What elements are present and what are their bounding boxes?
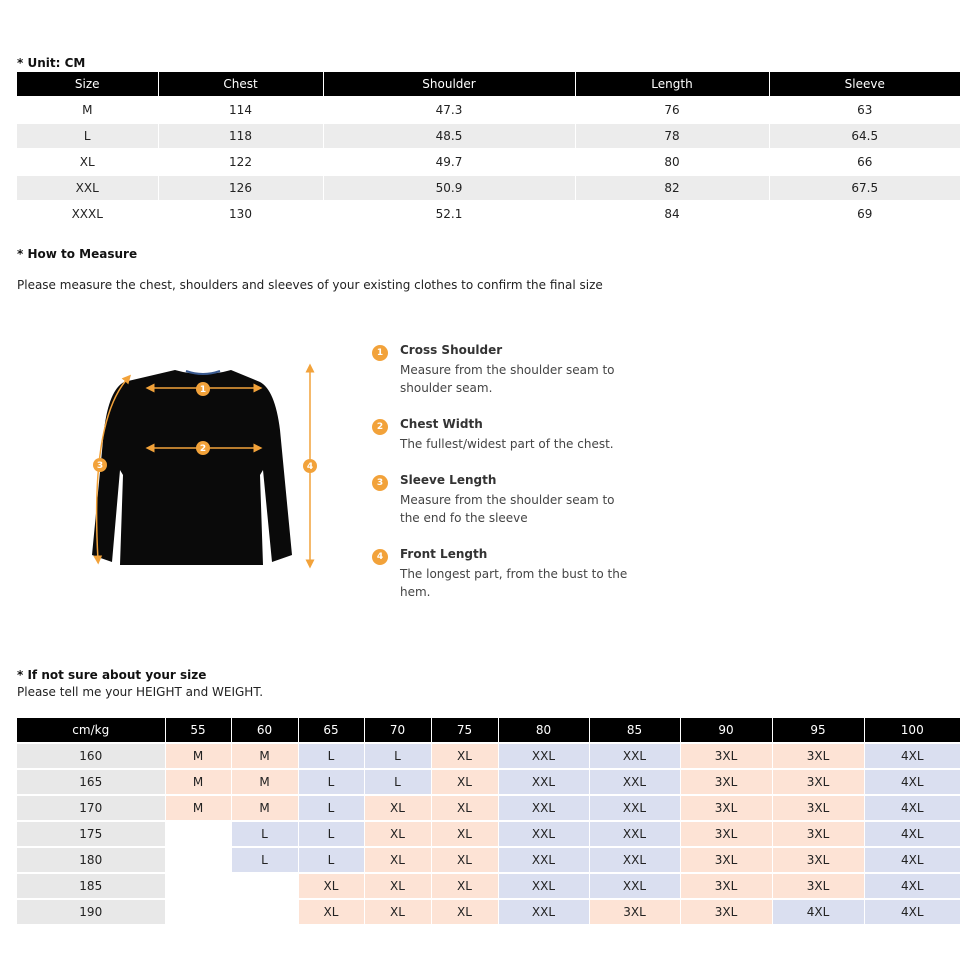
size-recommendation-cell: 3XL — [680, 743, 772, 769]
size-row — [17, 175, 960, 201]
size-recommendation-cell: L — [298, 795, 364, 821]
measure-description: The longest part, from the bust to the hem. — [400, 567, 628, 599]
size-cell: 82 — [575, 175, 769, 201]
size-cell: XXXL — [17, 201, 158, 226]
size-cell: XL — [17, 149, 158, 175]
size-cell: 48.5 — [323, 123, 575, 149]
number-badge-icon: 2 — [372, 419, 388, 435]
size-recommendation-cell: XL — [431, 847, 498, 873]
size-recommendation-cell: XXL — [589, 821, 680, 847]
sweater-icon — [92, 370, 292, 565]
size-recommendation-cell: L — [364, 769, 431, 795]
height-label: 190 — [17, 899, 165, 924]
size-cell: 84 — [575, 201, 769, 226]
svg-text:1: 1 — [199, 385, 207, 395]
size-cell: 66 — [769, 149, 960, 175]
size-recommendation-cell: 4XL — [864, 847, 960, 873]
size-recommendation-cell: L — [298, 847, 364, 873]
size-recommendation-cell: XL — [364, 873, 431, 899]
svg-text:2: 2 — [199, 444, 207, 454]
size-recommendation-cell: XL — [431, 899, 498, 924]
size-recommendation-cell: XXL — [589, 847, 680, 873]
size-recommendation-cell: M — [231, 795, 298, 821]
measure-instruction: Please measure the chest, shoulders and sleeves of your existing clothes to confirm the final size — [17, 278, 603, 292]
size-chart-header-row — [17, 72, 960, 97]
size-recommendation-cell: 3XL — [772, 873, 864, 899]
header-weight: 80 — [498, 718, 589, 743]
size-recommendation-cell: L — [298, 743, 364, 769]
measure-title: Chest Width — [400, 417, 483, 431]
size-recommendation-cell: 3XL — [772, 769, 864, 795]
sweater-diagram — [80, 360, 340, 575]
marker-1 — [196, 382, 210, 396]
size-recommendation-cell: XL — [364, 899, 431, 924]
size-recommendation-cell: 4XL — [864, 873, 960, 899]
size-recommendation-cell: XXL — [498, 795, 589, 821]
size-recommendation-cell — [165, 847, 231, 873]
size-cell: 47.3 — [323, 97, 575, 123]
header-cm-kg: cm/kg — [17, 718, 165, 743]
size-row — [17, 201, 960, 226]
size-cell: 114 — [158, 97, 323, 123]
marker-2 — [196, 441, 210, 455]
unit-label: * Unit: CM — [17, 56, 86, 70]
size-cell: 78 — [575, 123, 769, 149]
size-recommendation-cell — [165, 899, 231, 924]
size-cell: 64.5 — [769, 123, 960, 149]
header-length: Length — [575, 72, 769, 97]
svg-text:3: 3 — [96, 461, 104, 471]
size-cell: 67.5 — [769, 175, 960, 201]
height-row — [17, 743, 960, 769]
header-weight: 100 — [864, 718, 960, 743]
size-recommendation-cell: L — [231, 847, 298, 873]
size-recommendation-cell: 4XL — [864, 899, 960, 924]
size-recommendation-cell — [231, 899, 298, 924]
size-recommendation-cell: 3XL — [680, 821, 772, 847]
size-cell: 50.9 — [323, 175, 575, 201]
size-recommendation-cell: L — [364, 743, 431, 769]
header-shoulder: Shoulder — [323, 72, 575, 97]
size-recommendation-cell — [231, 873, 298, 899]
measure-title: Sleeve Length — [400, 473, 497, 487]
size-cell: 49.7 — [323, 149, 575, 175]
size-cell: 130 — [158, 201, 323, 226]
size-recommendation-cell: 4XL — [864, 769, 960, 795]
size-recommendation-cell: XXL — [498, 899, 589, 924]
size-recommendation-cell: L — [298, 769, 364, 795]
size-recommendation-cell: 3XL — [680, 899, 772, 924]
size-recommendation-cell: L — [231, 821, 298, 847]
height-weight-header-row — [17, 718, 960, 743]
svg-text:4: 4 — [306, 462, 314, 472]
size-chart-table — [17, 72, 960, 226]
size-recommendation-cell: 3XL — [772, 795, 864, 821]
marker-3 — [93, 458, 107, 472]
size-recommendation-cell: M — [231, 743, 298, 769]
header-weight: 65 — [298, 718, 364, 743]
size-recommendation-cell: 3XL — [772, 821, 864, 847]
height-label: 170 — [17, 795, 165, 821]
size-recommendation-cell: M — [165, 795, 231, 821]
size-cell: L — [17, 123, 158, 149]
size-recommendation-cell: XXL — [498, 821, 589, 847]
size-help-title: * If not sure about your size — [17, 668, 207, 682]
measure-title: Front Length — [400, 547, 488, 561]
size-recommendation-cell: XXL — [589, 873, 680, 899]
height-row — [17, 899, 960, 924]
number-badge-icon: 3 — [372, 475, 388, 491]
header-weight: 95 — [772, 718, 864, 743]
size-help-subtitle: Please tell me your HEIGHT and WEIGHT. — [17, 685, 264, 699]
size-recommendation-cell: L — [298, 821, 364, 847]
size-recommendation-cell: XL — [431, 769, 498, 795]
size-cell: 118 — [158, 123, 323, 149]
height-row — [17, 769, 960, 795]
size-recommendation-cell: 3XL — [680, 847, 772, 873]
size-cell: 80 — [575, 149, 769, 175]
height-label: 175 — [17, 821, 165, 847]
size-cell: 126 — [158, 175, 323, 201]
size-recommendation-cell: XL — [431, 795, 498, 821]
height-row — [17, 847, 960, 873]
height-label: 160 — [17, 743, 165, 769]
size-row — [17, 97, 960, 123]
size-recommendation-cell: XL — [364, 821, 431, 847]
size-recommendation-cell: XL — [298, 899, 364, 924]
size-cell: XXL — [17, 175, 158, 201]
size-recommendation-cell: XXL — [498, 873, 589, 899]
size-recommendation-cell: XXL — [589, 769, 680, 795]
size-recommendation-cell: XL — [364, 795, 431, 821]
size-recommendation-cell: 3XL — [680, 795, 772, 821]
header-weight: 90 — [680, 718, 772, 743]
size-cell: 52.1 — [323, 201, 575, 226]
header-weight: 70 — [364, 718, 431, 743]
marker-4 — [303, 459, 317, 473]
height-row — [17, 795, 960, 821]
size-recommendation-cell: 3XL — [589, 899, 680, 924]
size-cell: 63 — [769, 97, 960, 123]
size-recommendation-cell: XXL — [498, 743, 589, 769]
header-size: Size — [17, 72, 158, 97]
size-recommendation-cell: XL — [431, 873, 498, 899]
size-recommendation-cell: M — [165, 769, 231, 795]
measure-description: Measure from the shoulder seam to shoulder seam. — [400, 363, 615, 395]
height-label: 185 — [17, 873, 165, 899]
size-cell: 122 — [158, 149, 323, 175]
size-recommendation-cell — [165, 821, 231, 847]
height-row — [17, 821, 960, 847]
size-recommendation-cell: XXL — [589, 743, 680, 769]
header-weight: 75 — [431, 718, 498, 743]
header-weight: 85 — [589, 718, 680, 743]
measure-description: Measure from the shoulder seam to the end fo the sleeve — [400, 493, 615, 525]
size-cell: 69 — [769, 201, 960, 226]
size-recommendation-cell: 4XL — [864, 821, 960, 847]
size-recommendation-cell: 4XL — [772, 899, 864, 924]
header-weight: 60 — [231, 718, 298, 743]
size-recommendation-cell: XL — [298, 873, 364, 899]
height-weight-table — [17, 718, 960, 924]
size-recommendation-cell: 3XL — [772, 847, 864, 873]
header-weight: 55 — [165, 718, 231, 743]
size-recommendation-cell: M — [165, 743, 231, 769]
size-cell: M — [17, 97, 158, 123]
size-row — [17, 149, 960, 175]
size-cell: 76 — [575, 97, 769, 123]
header-chest: Chest — [158, 72, 323, 97]
size-recommendation-cell: XXL — [498, 769, 589, 795]
size-recommendation-cell: 3XL — [680, 873, 772, 899]
size-row — [17, 123, 960, 149]
size-recommendation-cell: M — [231, 769, 298, 795]
size-recommendation-cell: 3XL — [680, 769, 772, 795]
size-recommendation-cell: XL — [364, 847, 431, 873]
size-recommendation-cell: XXL — [589, 795, 680, 821]
header-sleeve: Sleeve — [769, 72, 960, 97]
size-recommendation-cell: XL — [431, 821, 498, 847]
height-label: 180 — [17, 847, 165, 873]
measure-title: Cross Shoulder — [400, 343, 503, 357]
size-recommendation-cell: 4XL — [864, 795, 960, 821]
height-row — [17, 873, 960, 899]
size-recommendation-cell: 3XL — [772, 743, 864, 769]
size-recommendation-cell: 4XL — [864, 743, 960, 769]
height-label: 165 — [17, 769, 165, 795]
number-badge-icon: 1 — [372, 345, 388, 361]
size-recommendation-cell: XXL — [498, 847, 589, 873]
size-recommendation-cell: XL — [431, 743, 498, 769]
how-to-measure-title: * How to Measure — [17, 247, 138, 261]
measure-description: The fullest/widest part of the chest. — [400, 437, 614, 451]
number-badge-icon: 4 — [372, 549, 388, 565]
size-recommendation-cell — [165, 873, 231, 899]
